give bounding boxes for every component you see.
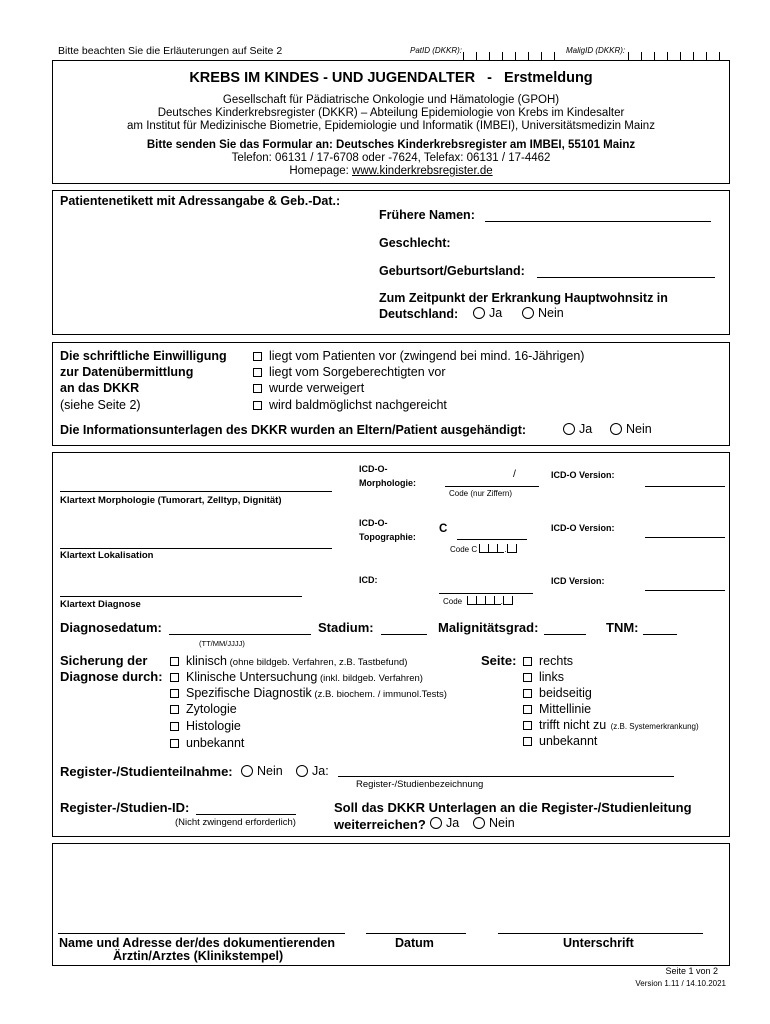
radio-icon [241, 765, 253, 777]
radio-icon [610, 423, 622, 435]
checkbox-icon [170, 689, 179, 698]
checkbox-icon [253, 401, 262, 410]
unterschrift-field[interactable] [498, 933, 703, 934]
option-label: trifft nicht zu [539, 718, 607, 732]
consent-option-sorgeberechtigte[interactable] [253, 365, 445, 379]
code-c-text: Code C [450, 545, 478, 554]
weiterreichen-nein-option[interactable] [473, 816, 515, 830]
checkbox-icon [523, 657, 532, 666]
register-teilnahme-label: Register-/Studienteilnahme: [60, 764, 233, 779]
option-label: Histologie [186, 719, 241, 733]
geburtsort-label: Geburtsort/Geburtsland: [379, 264, 525, 278]
option-label: liegt vom Patienten vor (zwingend bei mind. 16-Jährigen) [269, 349, 585, 363]
stadium-field[interactable] [381, 634, 427, 635]
checkbox-icon [523, 705, 532, 714]
radio-icon [473, 307, 485, 319]
version-info: Version 1.11 / 14.10.2021 [635, 979, 726, 988]
nicht-zwingend-hint: (Nicht zwingend erforderlich) [175, 817, 296, 828]
fruehere-namen-label: Frühere Namen: [379, 208, 475, 222]
stamp-field[interactable] [58, 933, 345, 934]
unterschrift-label: Unterschrift [563, 936, 634, 950]
consent-option-patient[interactable] [253, 349, 584, 363]
icd-version-field[interactable] [645, 590, 725, 591]
seite-label: Seite: [481, 653, 517, 668]
info-ja-option[interactable] [563, 422, 592, 436]
consent-label-2: zur Datenübermittlung [60, 365, 194, 379]
consent-label-4: (siehe Seite 2) [60, 398, 141, 412]
nein-label: Nein [626, 422, 652, 436]
register-nein-option[interactable] [241, 764, 283, 778]
seite-mittellinie[interactable] [523, 702, 591, 716]
weiterreichen-label-1: Soll das DKKR Unterlagen an die Register-/Studienleitung [334, 800, 692, 815]
checkbox-icon [170, 722, 179, 731]
weiterreichen-label-2: weiterreichen? [334, 817, 426, 832]
nein-label: Nein [489, 816, 515, 830]
sicherung-klinische-untersuchung[interactable] [170, 670, 423, 684]
morphologie-label: Klartext Morphologie (Tumorart, Zelltyp, Dignität) [60, 495, 282, 506]
register-id-label: Register-/Studien-ID: [60, 800, 190, 815]
homepage-line [53, 165, 729, 177]
option-label: unbekannt [186, 736, 245, 750]
checkbox-icon [253, 368, 262, 377]
deutschland-ja-option[interactable] [473, 306, 502, 320]
homepage-link[interactable]: www.kinderkrebsregister.de [352, 165, 493, 177]
morphologie-code-field[interactable] [445, 486, 539, 487]
option-note: (inkl. bildgeb. Verfahren) [317, 673, 423, 684]
sicherung-zytologie[interactable] [170, 702, 237, 716]
hauptwohnsitz-label: Zum Zeitpunkt der Erkrankung Hauptwohnsitz in [379, 291, 668, 305]
code-label: Code . [443, 596, 513, 606]
code-nur-ziffern-label: Code (nur Ziffern) [449, 489, 512, 498]
option-label: Mittellinie [539, 702, 592, 716]
icd-label: ICD: [359, 575, 378, 585]
radio-icon [430, 817, 442, 829]
seite-trifft-nicht-zu[interactable] [523, 718, 699, 732]
weiterreichen-ja-option[interactable] [430, 816, 459, 830]
checkbox-icon [170, 705, 179, 714]
checkbox-icon [253, 352, 262, 361]
fruehere-namen-field[interactable] [485, 221, 711, 222]
register-id-field[interactable] [196, 814, 296, 815]
morph-slash: / [513, 468, 516, 480]
icdo-version-field-2[interactable] [645, 537, 725, 538]
maligid-label: MaligID (DKKR): [566, 46, 626, 55]
tnm-label: TNM: [606, 620, 639, 635]
morphologie-text-field[interactable] [60, 491, 332, 492]
option-label: rechts [539, 654, 574, 668]
header-line1: Gesellschaft für Pädiatrische Onkologie und Hämatologie (GPOH) [222, 94, 560, 106]
lokalisation-text-field[interactable] [60, 548, 332, 549]
datum-label: Datum [395, 936, 434, 950]
diagnosedatum-field[interactable] [169, 634, 311, 635]
checkbox-icon [170, 657, 179, 666]
consent-label-1: Die schriftliche Einwilligung [60, 349, 227, 363]
stadium-label: Stadium: [318, 620, 374, 635]
checkbox-icon [170, 673, 179, 682]
ttmm-hint: (TT/MM/JJJJ) [199, 639, 245, 648]
diagnose-text-field[interactable] [60, 596, 302, 597]
option-label: beidseitig [539, 686, 592, 700]
checkbox-icon [523, 673, 532, 682]
homepage-label: Homepage: [289, 165, 353, 177]
option-label: klinisch [186, 654, 227, 668]
code-text: Code [443, 597, 463, 606]
consent-label-3: an das DKKR [60, 381, 140, 395]
checkbox-icon [253, 384, 262, 393]
icdo-topo-label-2: Topographie: [359, 532, 416, 542]
page-number: Seite 1 von 2 [665, 966, 718, 976]
sicherung-klinisch[interactable] [170, 654, 407, 668]
icdo-topo-label-1: ICD-O- [359, 518, 388, 528]
ja-label: Ja [489, 306, 503, 320]
nein-label: Nein [257, 764, 283, 778]
geschlecht-label: Geschlecht: [379, 236, 451, 250]
nein-label: Nein [538, 306, 564, 320]
icdo-morph-label-1: ICD-O- [359, 464, 388, 474]
phone-line: Telefon: 06131 / 17-6708 oder -7624, Telefax: 06131 / 17-4462 [231, 152, 551, 164]
icdo-version-label: ICD-O Version: [551, 470, 615, 480]
checkbox-icon [523, 721, 532, 730]
ja-label: Ja [579, 422, 593, 436]
datum-field[interactable] [366, 933, 466, 934]
option-label: Zytologie [186, 702, 237, 716]
seite-beidseitig[interactable] [523, 686, 592, 700]
icd-code-field[interactable] [439, 593, 533, 594]
info-nein-option[interactable] [610, 422, 652, 436]
patient-label-etikett: Patientenetikett mit Adressangabe & Geb.-Dat.: [60, 194, 341, 208]
icdo-version-label-2: ICD-O Version: [551, 523, 615, 533]
consent-box [52, 342, 730, 446]
malignitaetsgrad-label: Malignitätsgrad: [438, 620, 539, 635]
option-label: links [539, 670, 565, 684]
signature-box [52, 843, 730, 966]
option-label: wurde verweigert [269, 381, 365, 395]
radio-icon [296, 765, 308, 777]
register-ja-option[interactable] [296, 764, 329, 778]
topographie-code-field[interactable] [457, 539, 527, 540]
seite-unbekannt[interactable] [523, 734, 597, 748]
icdo-version-field[interactable] [645, 486, 725, 487]
radio-icon [473, 817, 485, 829]
instruction-note: Bitte beachten Sie die Erläuterungen auf Seite 2 [58, 45, 283, 57]
sicherung-spezifische-diagnostik[interactable] [170, 686, 447, 700]
sicherung-label-1: Sicherung der [60, 653, 148, 668]
diagnosedatum-label: Diagnosedatum: [60, 620, 162, 635]
option-label: Spezifische Diagnostik [186, 686, 312, 700]
consent-option-verweigert[interactable] [253, 381, 364, 395]
checkbox-icon [170, 739, 179, 748]
seite-rechts[interactable] [523, 654, 573, 668]
sicherung-histologie[interactable] [170, 719, 241, 733]
topo-c-prefix: C [439, 523, 448, 535]
option-note: (z.B. biochem. / immunol.Tests) [311, 689, 447, 700]
checkbox-icon [523, 689, 532, 698]
option-label: unbekannt [539, 734, 598, 748]
patient-box [52, 190, 730, 335]
icdo-morph-label-2: Morphologie: [359, 478, 416, 488]
ja-label: Ja: [312, 764, 329, 778]
checkbox-icon [523, 737, 532, 746]
option-note: (ohne bildgeb. Verfahren, z.B. Tastbefund) [227, 657, 408, 668]
diagnose-label: Klartext Diagnose [60, 599, 141, 610]
option-label: wird baldmöglichst nachgereicht [269, 398, 447, 412]
geburtsort-field[interactable] [537, 277, 715, 278]
icd-version-label: ICD Version: [551, 576, 605, 586]
diagnosis-box [52, 452, 730, 837]
patid-label: PatID (DKKR): [410, 46, 463, 55]
name-adresse-label-2: Ärztin/Arztes (Klinikstempel) [113, 949, 284, 963]
radio-icon [563, 423, 575, 435]
deutschland-label: Deutschland: [379, 307, 459, 321]
sicherung-unbekannt[interactable] [170, 736, 244, 750]
seite-links[interactable] [523, 670, 564, 684]
register-bezeichnung-hint: Register-/Studienbezeichnung [356, 779, 484, 790]
info-label: Die Informationsunterlagen des DKKR wurden an Eltern/Patient ausgehändigt: [60, 423, 527, 437]
header-line2: Deutsches Kinderkrebsregister (DKKR) – Abteilung Epidemiologie von Krebs im Kindesalter [157, 107, 625, 119]
code-c-label: Code C . [450, 544, 517, 554]
header-line3: am Institut für Medizinische Biometrie, Epidemiologie und Informatik (IMBEI), Universitätsmedizin Mainz [127, 120, 655, 132]
lokalisation-label: Klartext Lokalisation [60, 550, 154, 561]
radio-icon [522, 307, 534, 319]
send-address: Bitte senden Sie das Formular an: Deutsches Kinderkrebsregister am IMBEI, 55101 Mainz [146, 139, 636, 151]
sicherung-label-2: Diagnose durch: [60, 669, 163, 684]
consent-option-nachgereicht[interactable] [253, 398, 447, 412]
header-box [52, 60, 730, 184]
option-label: Klinische Untersuchung [186, 670, 318, 684]
register-bezeichnung-field[interactable] [338, 776, 674, 777]
option-label: liegt vom Sorgeberechtigten vor [269, 365, 446, 379]
form-title: KREBS IM KINDES - UND JUGENDALTER - Erstmeldung [189, 70, 593, 86]
name-adresse-label-1: Name und Adresse der/des dokumentierenden [59, 936, 336, 950]
ja-label: Ja [446, 816, 460, 830]
option-note: (z.B. Systemerkrankung) [606, 722, 699, 731]
deutschland-nein-option[interactable] [522, 306, 564, 320]
tnm-field[interactable] [643, 634, 677, 635]
malignitaetsgrad-field[interactable] [544, 634, 586, 635]
